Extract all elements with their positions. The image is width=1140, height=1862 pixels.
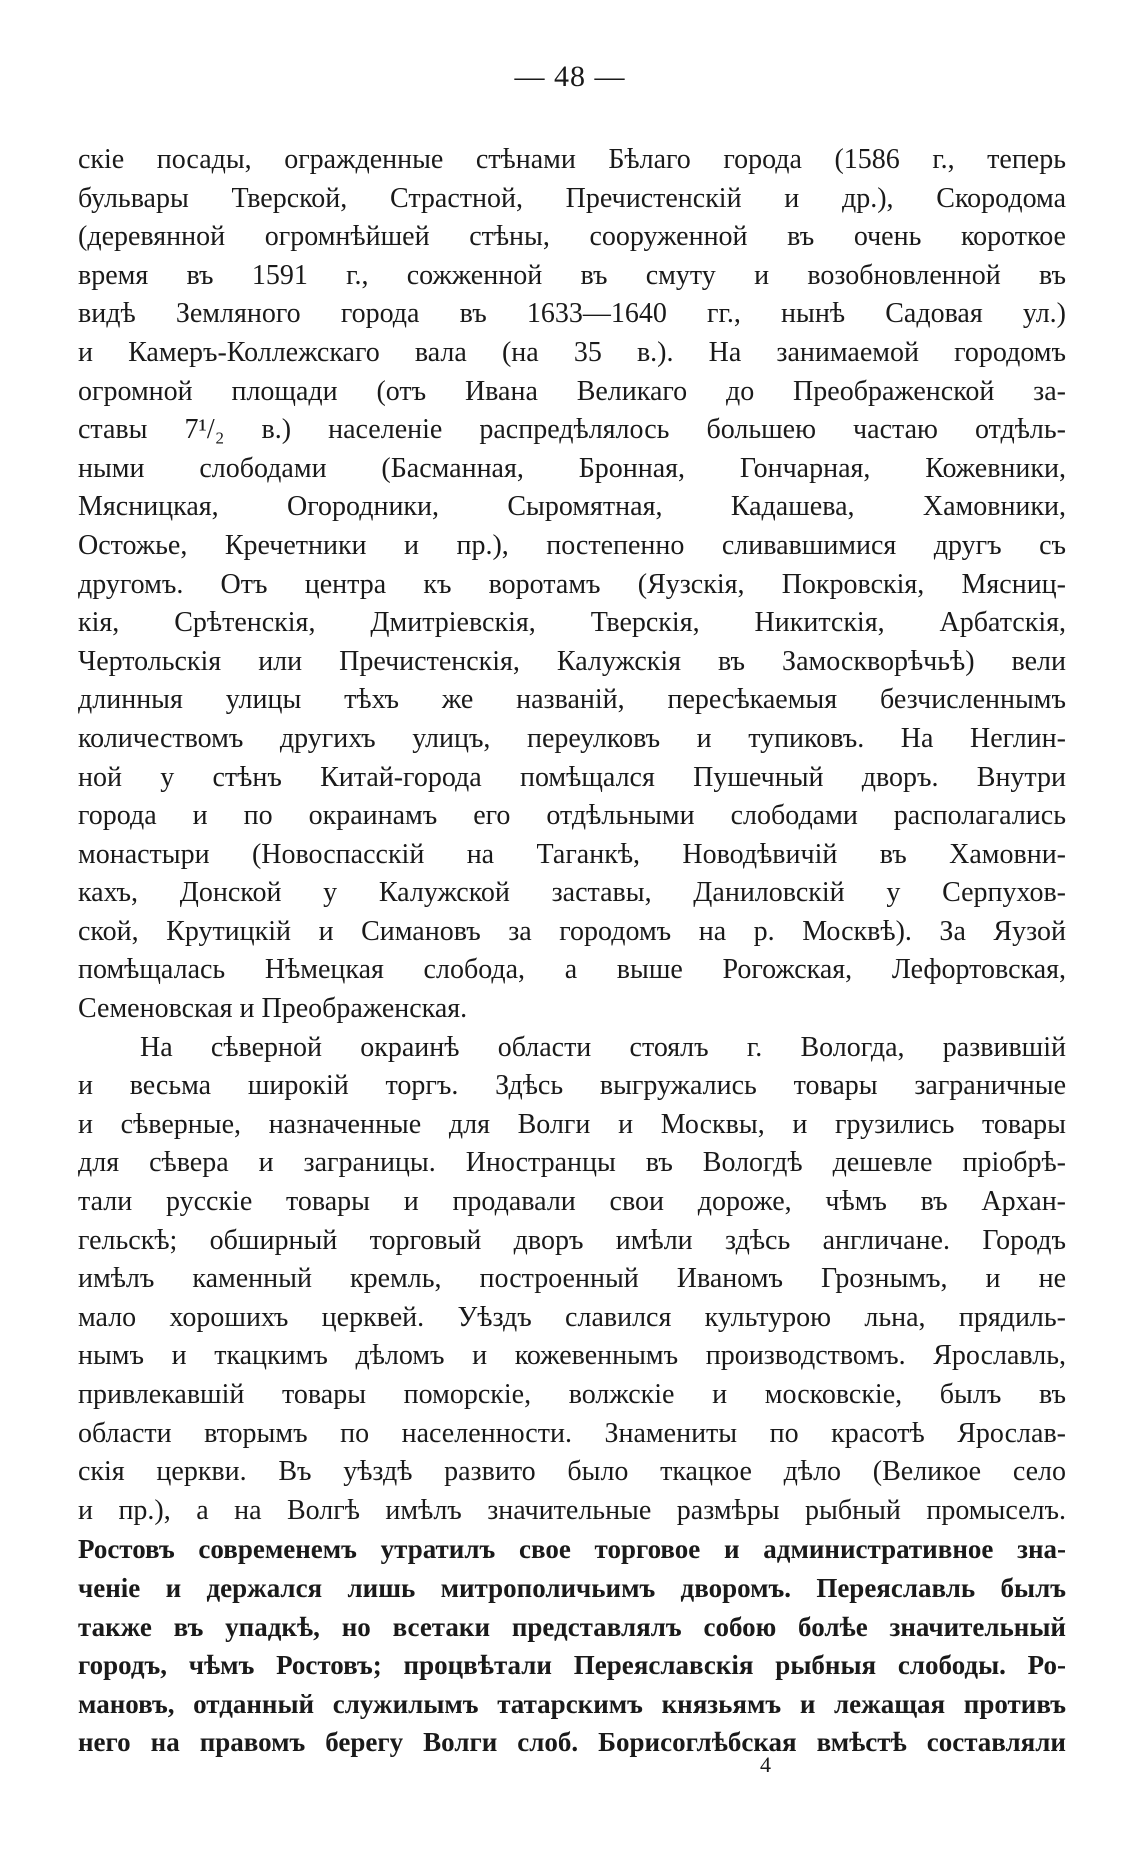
text-line: города и по окраинамъ его отдѣльными слободами располагались [78, 800, 1066, 832]
text-line: помѣщалась Нѣмецкая слобода, а выше Рогожская, Лефортовская, [78, 954, 1066, 986]
text-line: гельскѣ; обширный торговый дворъ имѣли здѣсь англичане. Городъ [78, 1224, 1066, 1256]
text-line: ными слободами (Басманная, Бронная, Гончарная, Кожевники, [78, 452, 1066, 484]
text-line: и Камеръ-Коллежскаго вала (на 35 в.). На занимаемой городомъ [78, 336, 1066, 368]
paragraph-2 [78, 1029, 1066, 1762]
text-line: ставы 7¹/₂ в.) населеніе распредѣлялось большею частаю отдѣль- [78, 414, 1066, 446]
text-line: кахъ, Донской у Калужской заставы, Даниловскій у Серпухов- [78, 877, 1066, 909]
text-line: Ростовъ современемъ утратилъ свое торговое и административное зна- [78, 1534, 1066, 1565]
text-line: нымъ и ткацкимъ дѣломъ и кожевеннымъ производствомъ. Ярославль, [78, 1340, 1066, 1372]
text-line: области вторымъ по населенности. Знамениты по красотѣ Ярослав- [78, 1417, 1066, 1449]
text-line: скіе посады, огражденные стѣнами Бѣлаго города (1586 г., теперь [78, 144, 1066, 175]
text-line: бульвары Тверской, Страстной, Пречистенскій и др.), Скородома [78, 182, 1066, 214]
text-line: (деревянной огромнѣйшей стѣны, сооруженной въ очень короткое [78, 221, 1066, 253]
text-line: также въ упадкѣ, но всетаки представлялъ собою болѣе значительный [78, 1611, 1066, 1642]
text-line: длинныя улицы тѣхъ же названій, пересѣкаемыя безчисленнымъ [78, 684, 1066, 716]
text-line: ской, Крутицкій и Симановъ за городомъ на р. Москвѣ). За Яузой [78, 915, 1066, 947]
text-line: и сѣверные, назначенные для Волги и Москвы, и грузились товары [78, 1108, 1066, 1140]
text-line: кія, Срѣтенскія, Дмитріевскія, Тверскія, Никитскія, Арбатскія, [78, 607, 1066, 639]
text-line: привлекавшій товары поморскіе, волжскіе и московскіе, былъ въ [78, 1379, 1066, 1410]
text-line: него на правомъ берегу Волги слоб. Борисоглѣбская вмѣстѣ составляли [78, 1727, 1066, 1758]
text-line: На сѣверной окраинѣ области стоялъ г. Вологда, развившій [140, 1031, 1066, 1063]
text-block [78, 141, 1066, 1762]
paragraph-1 [78, 141, 1066, 1029]
text-line: монастыри (Новоспасскій на Таганкѣ, Новодѣвичій въ Хамовни- [78, 838, 1066, 870]
page-number: — 48 — [514, 60, 626, 93]
text-line: скія церкви. Въ уѣздѣ развито было ткацкое дѣло (Великое село [78, 1456, 1066, 1488]
text-line: и весьма широкій торгъ. Здѣсь выгружались товары заграничные [78, 1070, 1066, 1102]
text-line: время въ 1591 г., сожженной въ смуту и возобновленной въ [78, 259, 1066, 291]
text-line: Остожье, Кречетники и пр.), постепенно сливавшимися другъ съ [78, 529, 1066, 561]
text-line: тали русскіе товары и продавали свои дороже, чѣмъ въ Архан- [78, 1186, 1066, 1218]
text-line: Мясницкая, Огородники, Сыромятная, Кадашева, Хамовники, [78, 491, 1066, 523]
signature-mark: 4 [760, 1752, 771, 1777]
text-line: ченіе и держался лишь митрополичьимъ дворомъ. Переяславль былъ [78, 1572, 1066, 1603]
text-line: имѣлъ каменный кремль, построенный Иваномъ Грознымъ, и не [78, 1263, 1066, 1295]
text-line: для сѣвера и заграницы. Иностранцы въ Вологдѣ дешевле пріобрѣ- [78, 1147, 1066, 1179]
text-line: городъ, чѣмъ Ростовъ; процвѣтали Переяславскія рыбныя слободы. Ро- [78, 1650, 1066, 1681]
text-line: и пр.), а на Волгѣ имѣлъ значительные размѣры рыбный промыселъ. [78, 1494, 1066, 1526]
text-line: Семеновская и Преображенская. [78, 993, 468, 1025]
text-line: мановъ, отданный служилымъ татарскимъ князьямъ и лежащая противъ [78, 1688, 1066, 1719]
text-line: количествомъ другихъ улицъ, переулковъ и тупиковъ. На Неглин- [78, 722, 1066, 754]
text-line: огромной площади (отъ Ивана Великаго до Преображенской за- [78, 375, 1066, 407]
text-line: мало хорошихъ церквей. Уѣздъ славился культурою льна, прядиль- [78, 1301, 1066, 1333]
text-line: видѣ Земляного города въ 1633—1640 гг., нынѣ Садовая ул.) [78, 298, 1066, 330]
text-line: Чертольскія или Пречистенскія, Калужскія въ Замоскворѣчьѣ) вели [78, 645, 1066, 677]
text-line: другомъ. Отъ центра къ воротамъ (Яузскія, Покровскія, Мясниц- [78, 568, 1066, 600]
text-line: ной у стѣнъ Китай-города помѣщался Пушечный дворъ. Внутри [78, 761, 1066, 793]
